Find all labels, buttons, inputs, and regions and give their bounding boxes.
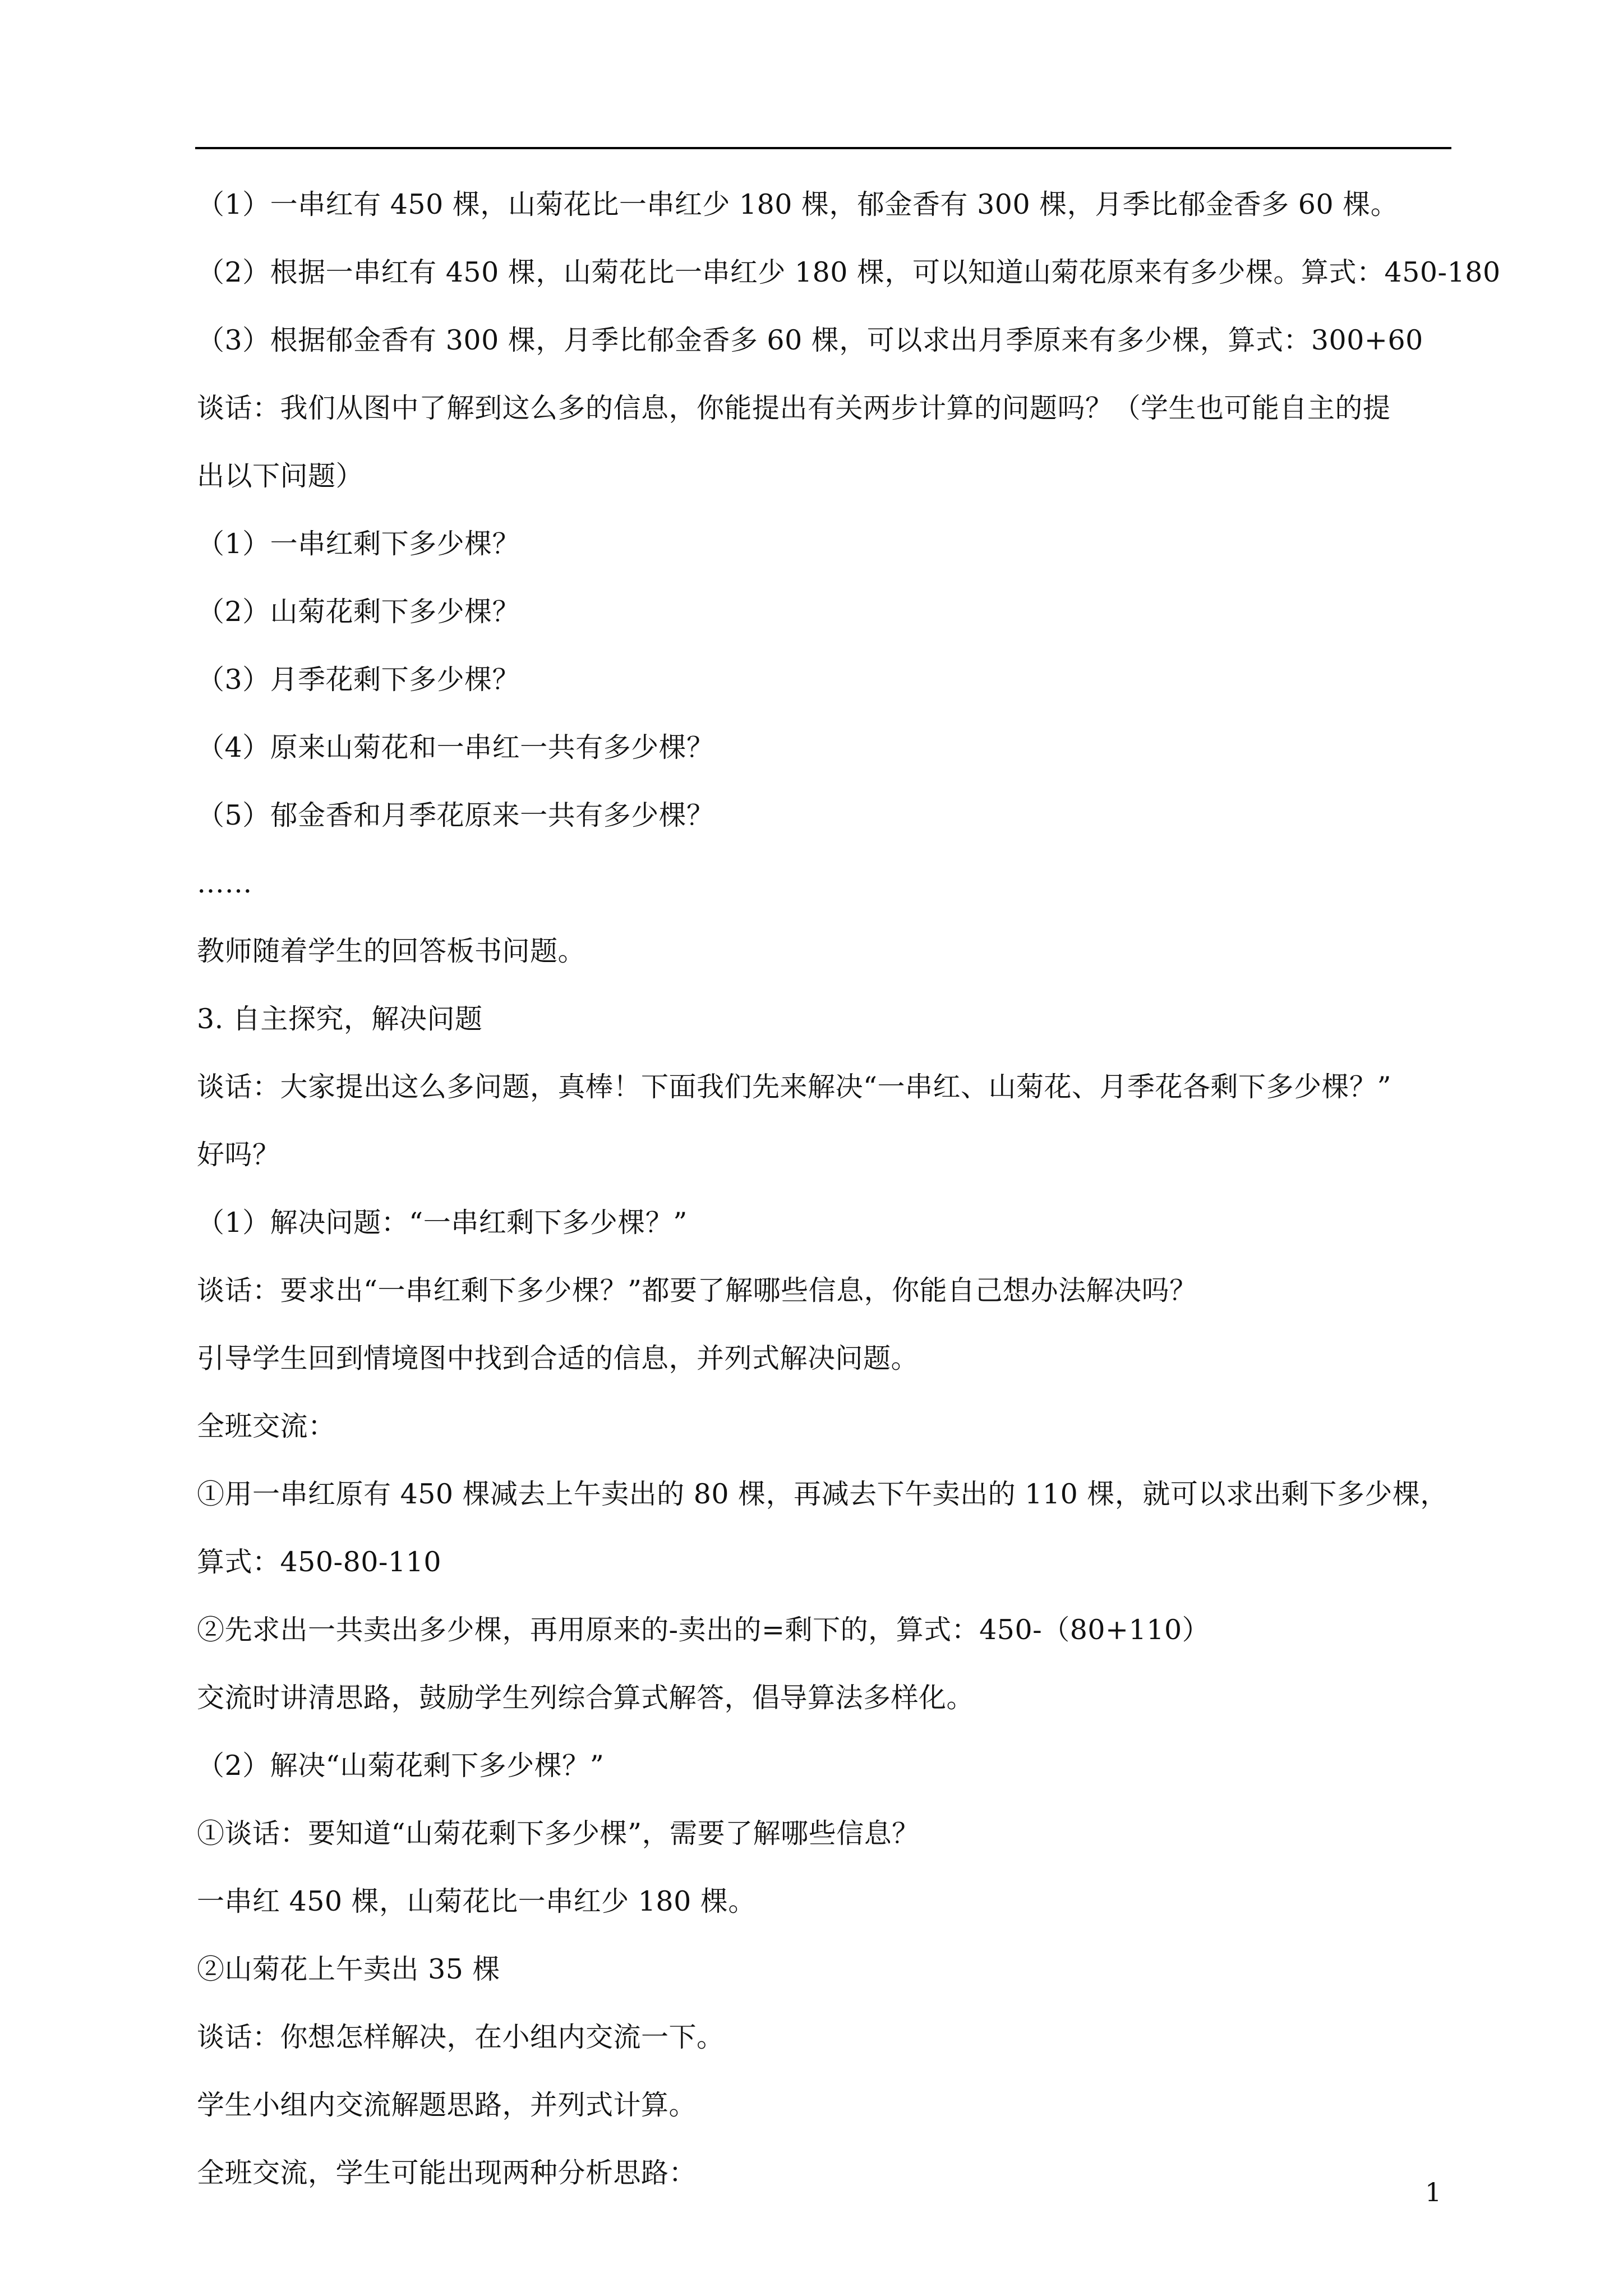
text-line: （5）郁金香和月季花原来一共有多少棵？ — [197, 799, 714, 831]
text-line: 出以下问题） — [197, 460, 364, 492]
text-line: 谈话：你想怎样解决，在小组内交流一下。 — [197, 2021, 725, 2053]
text-line: （4）原来山菊花和一串红一共有多少棵？ — [197, 731, 714, 763]
text-line: 全班交流，学生可能出现两种分析思路： — [197, 2157, 697, 2189]
text-line: （3）月季花剩下多少棵？ — [197, 664, 520, 696]
text-line: 教师随着学生的回答板书问题。 — [197, 935, 586, 967]
document-body — [197, 188, 1501, 2224]
text-line: …… — [197, 867, 252, 899]
text-line: ①谈话：要知道“山菊花剩下多少棵”，需要了解哪些信息？ — [197, 1818, 920, 1849]
header-rule — [195, 147, 1451, 149]
text-line: （1）解决问题：“一串红剩下多少棵？” — [197, 1207, 688, 1239]
section-heading: 3. 自主探究，解决问题 — [197, 1003, 483, 1035]
text-line: 一串红 450 棵，山菊花比一串红少 180 棵。 — [197, 1885, 756, 1917]
text-line: 学生小组内交流解题思路，并列式计算。 — [197, 2089, 697, 2121]
text-line: ②山菊花上午卖出 35 棵 — [197, 1953, 501, 1985]
text-line: 谈话：要求出“一串红剩下多少棵？”都要了解哪些信息，你能自己想办法解决吗？ — [197, 1274, 1197, 1306]
text-line: 引导学生回到情境图中找到合适的信息，并列式解决问题。 — [197, 1342, 919, 1374]
text-line: 全班交流： — [197, 1410, 336, 1442]
text-line: （1）一串红剩下多少棵？ — [197, 528, 520, 560]
text-line: （2）解决“山菊花剩下多少棵？” — [197, 1750, 605, 1782]
text-line: 谈话：我们从图中了解到这么多的信息，你能提出有关两步计算的问题吗？（学生也可能自主的提 — [197, 392, 1391, 424]
page-number: 1 — [1425, 2177, 1442, 2207]
text-line: （2）根据一串红有 450 棵，山菊花比一串红少 180 棵，可以知道山菊花原来有多少棵。算式：450-180 — [197, 256, 1501, 288]
text-line: ①用一串红原有 450 棵减去上午卖出的 80 棵，再减去下午卖出的 110 棵，就可以求出剩下多少棵， — [197, 1478, 1448, 1510]
text-line: ②先求出一共卖出多少棵，再用原来的-卖出的=剩下的，算式：450-（80+110） — [197, 1614, 1210, 1646]
text-line: （1）一串红有 450 棵，山菊花比一串红少 180 棵，郁金香有 300 棵，月季比郁金香多 60 棵。 — [197, 188, 1399, 220]
text-line: 交流时讲清思路，鼓励学生列综合算式解答，倡导算法多样化。 — [197, 1682, 975, 1714]
text-line: （2）山菊花剩下多少棵？ — [197, 596, 520, 628]
text-line: 谈话：大家提出这么多问题，真棒！下面我们先来解决“一串红、山菊花、月季花各剩下多少棵？” — [197, 1071, 1392, 1103]
text-line: 算式：450-80-110 — [197, 1546, 442, 1578]
text-line: 好吗？ — [197, 1139, 280, 1171]
text-line: （3）根据郁金香有 300 棵，月季比郁金香多 60 棵，可以求出月季原来有多少棵，算式：300+60 — [197, 324, 1423, 356]
